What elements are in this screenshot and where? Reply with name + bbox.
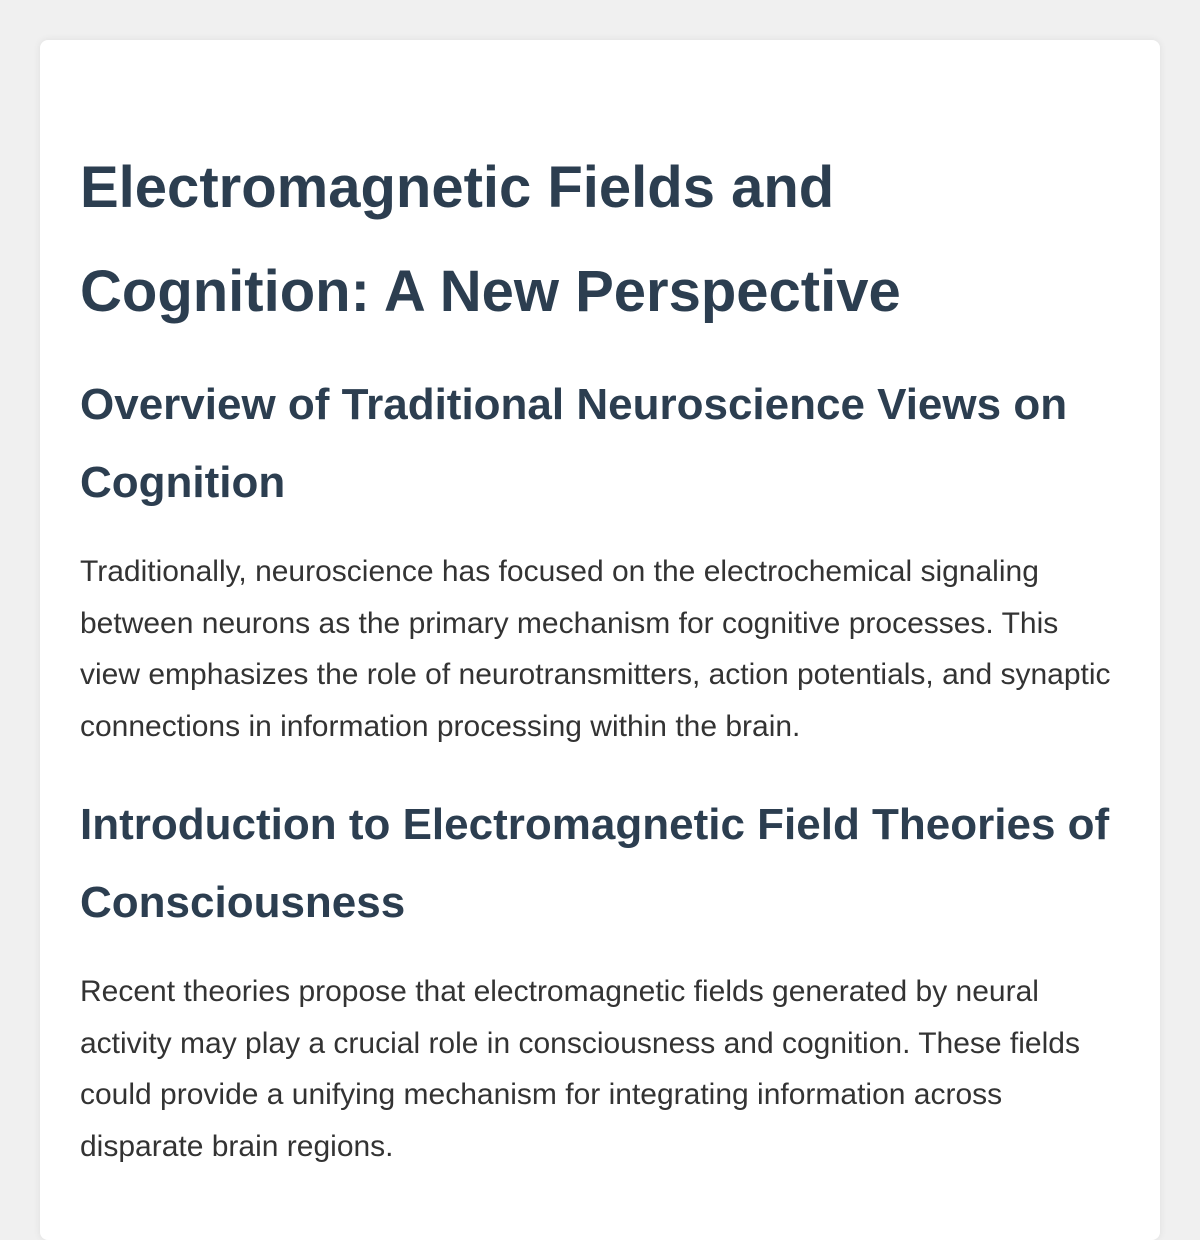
section-heading-em-field-theories: Introduction to Electromagnetic Field Theories of Consciousness bbox=[80, 800, 1110, 927]
page-title: Electromagnetic Fields and Cognition: A New Perspective bbox=[80, 155, 901, 324]
section-paragraph-em-field-theories: Recent theories propose that electromagnetic fields generated by neural activity may play a crucial role in consciousness and cognition. These fields could provide a unifying mechanism for integrating information across disparate brain regions. bbox=[80, 975, 1080, 1163]
article-card bbox=[40, 40, 1160, 1240]
section-paragraph-traditional-views: Traditionally, neuroscience has focused on the electrochemical signaling between neurons as the primary mechanism for cognitive processes. This view emphasizes the role of neurotransmitters, action potentials, and synaptic connections in information processing within the brain. bbox=[80, 555, 1111, 743]
section-heading-traditional-views: Overview of Traditional Neuroscience Views on Cognition bbox=[80, 380, 1068, 507]
